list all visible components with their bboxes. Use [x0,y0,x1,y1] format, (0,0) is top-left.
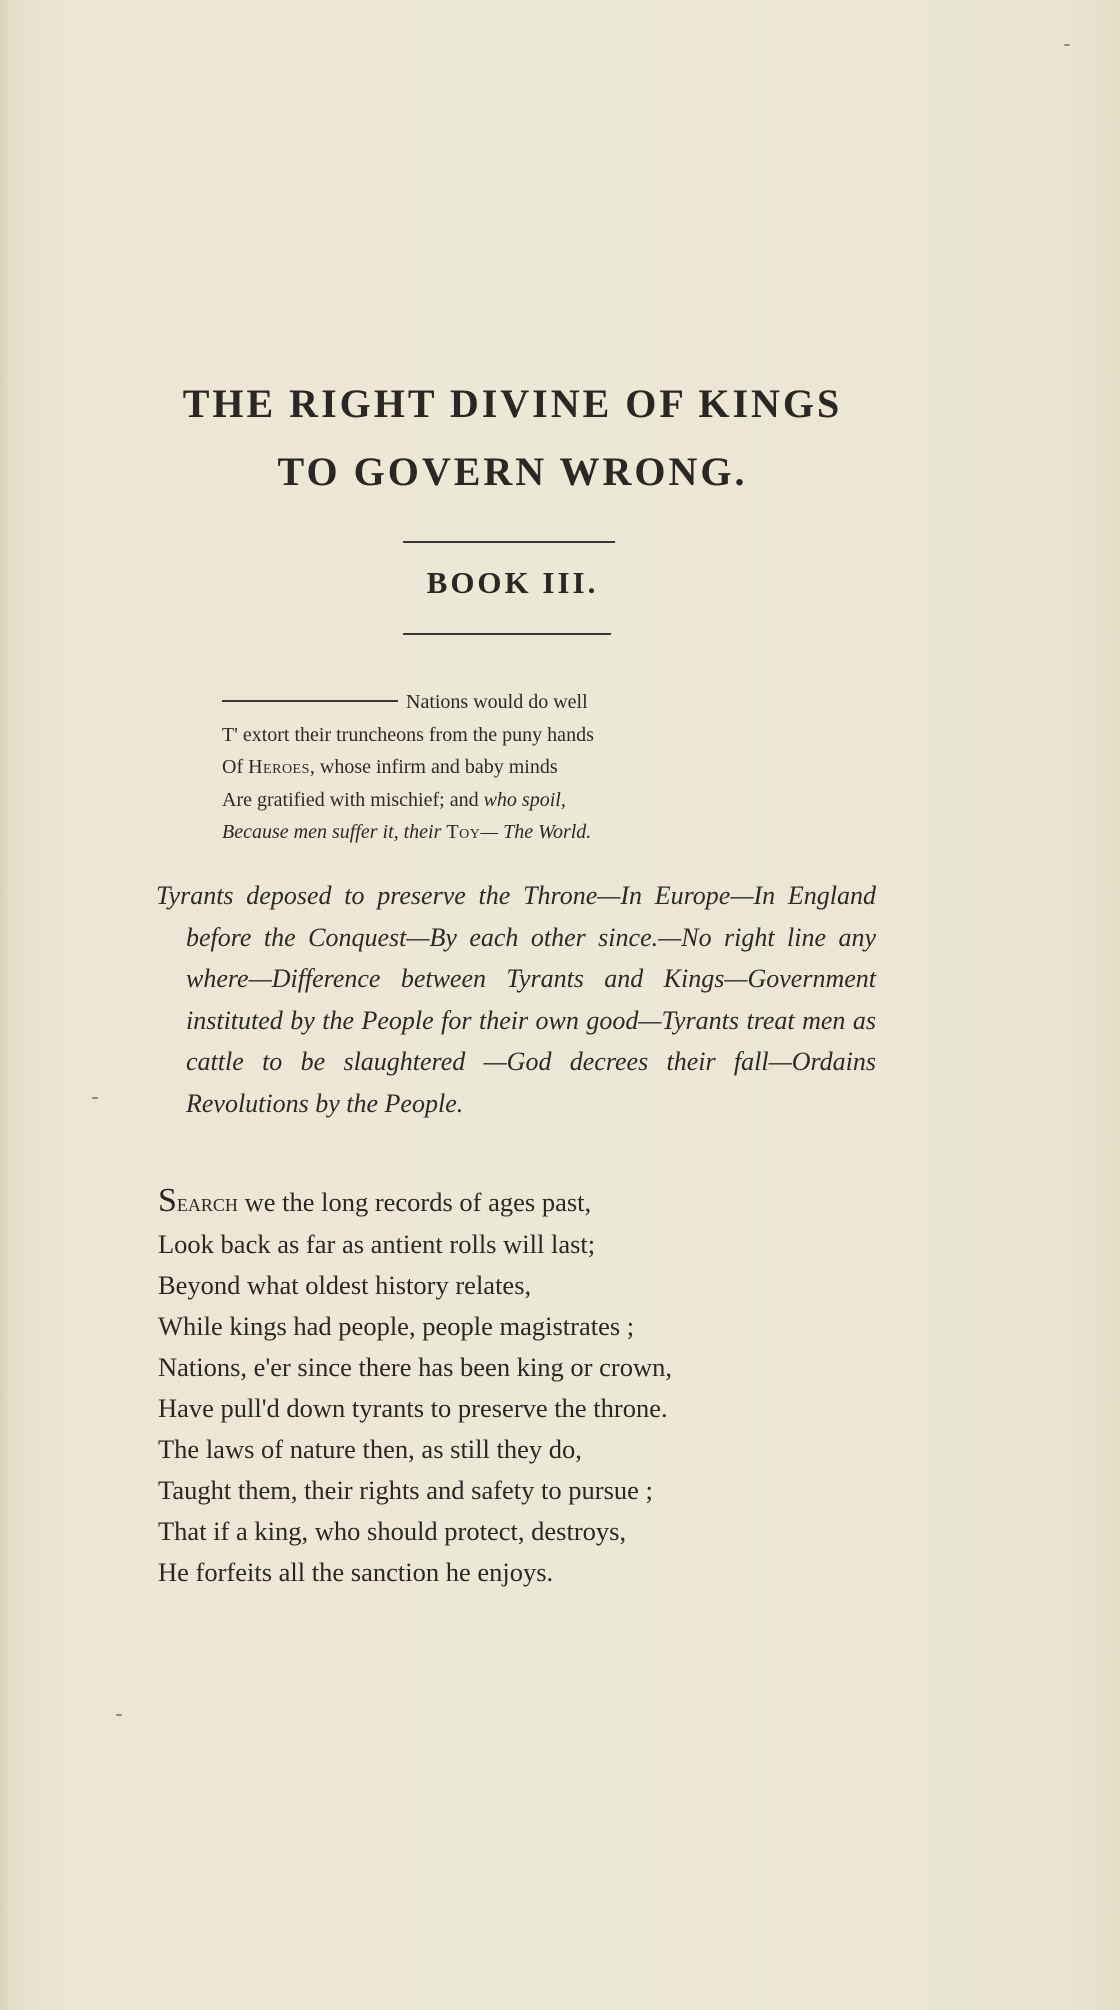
epigraph-line [222,751,594,784]
page-speck [92,1097,98,1099]
poem-line: He forfeits all the sanction he enjoys. [158,1557,554,1587]
poem-initial: S [158,1182,177,1219]
poem-line: Look back as far as antient rolls will last; [158,1229,596,1259]
book-rule [403,633,611,635]
epigraph-text: , whose infirm and baby minds [309,756,558,778]
chapter-argument: Tyrants deposed to preserve the Throne—In Europe—In England before the Conquest—By each other since.—No right line any where—Difference between Tyrants and Kings—Government instituted by the People for their own good—Tyrants treat men as cattle to be slaughtered —God decrees their fall—Ordains Revolutions by the People. [156,881,876,1118]
page-spine-shadow [0,0,10,2010]
page-speck [116,1714,122,1716]
epigraph-italic: who spoil, [483,788,566,811]
title-line-2: TO GOVERN WRONG. [277,449,748,494]
poem-line [158,1180,672,1224]
poem-smallcaps: earch [176,1190,238,1217]
poem-line: Have pull'd down tyrants to preserve the throne. [158,1393,668,1423]
poem-line: Nations, e'er since there has been king or crown, [158,1352,672,1382]
poem-line: That if a king, who should protect, destroys, [158,1516,627,1546]
poem-text: we the long records of ages past, [237,1187,592,1217]
epigraph-line: T' extort their truncheons from the puny hands [222,723,594,746]
poem-line: Beyond what oldest history relates, [158,1270,532,1300]
epigraph-line [222,784,594,817]
epigraph-dash [222,700,398,702]
epigraph-text: Of [222,756,249,778]
poem-line: While kings had people, people magistrates ; [158,1311,635,1341]
epigraph-italic: — The World. [480,821,592,843]
title-line-1: THE RIGHT DIVINE OF KINGS [182,381,843,426]
poem-line: Taught them, their rights and safety to pursue ; [158,1475,653,1505]
poem-line: The laws of nature then, as still they do, [158,1434,582,1464]
title-rule [403,541,615,543]
epigraph-line [222,816,594,849]
epigraph-italic: Because men suffer it, their [222,821,447,843]
epigraph-smallcaps: Heroes [248,756,310,778]
poem [158,1180,672,1593]
page-speck [1064,44,1070,46]
epigraph-text: Nations would do well [406,691,588,713]
epigraph-line [222,686,594,719]
book-heading: BOOK III. [426,565,599,600]
epigraph [222,686,594,849]
epigraph-smallcaps: Toy [446,821,481,843]
epigraph-text: Are gratified with mischief; and [222,788,484,811]
